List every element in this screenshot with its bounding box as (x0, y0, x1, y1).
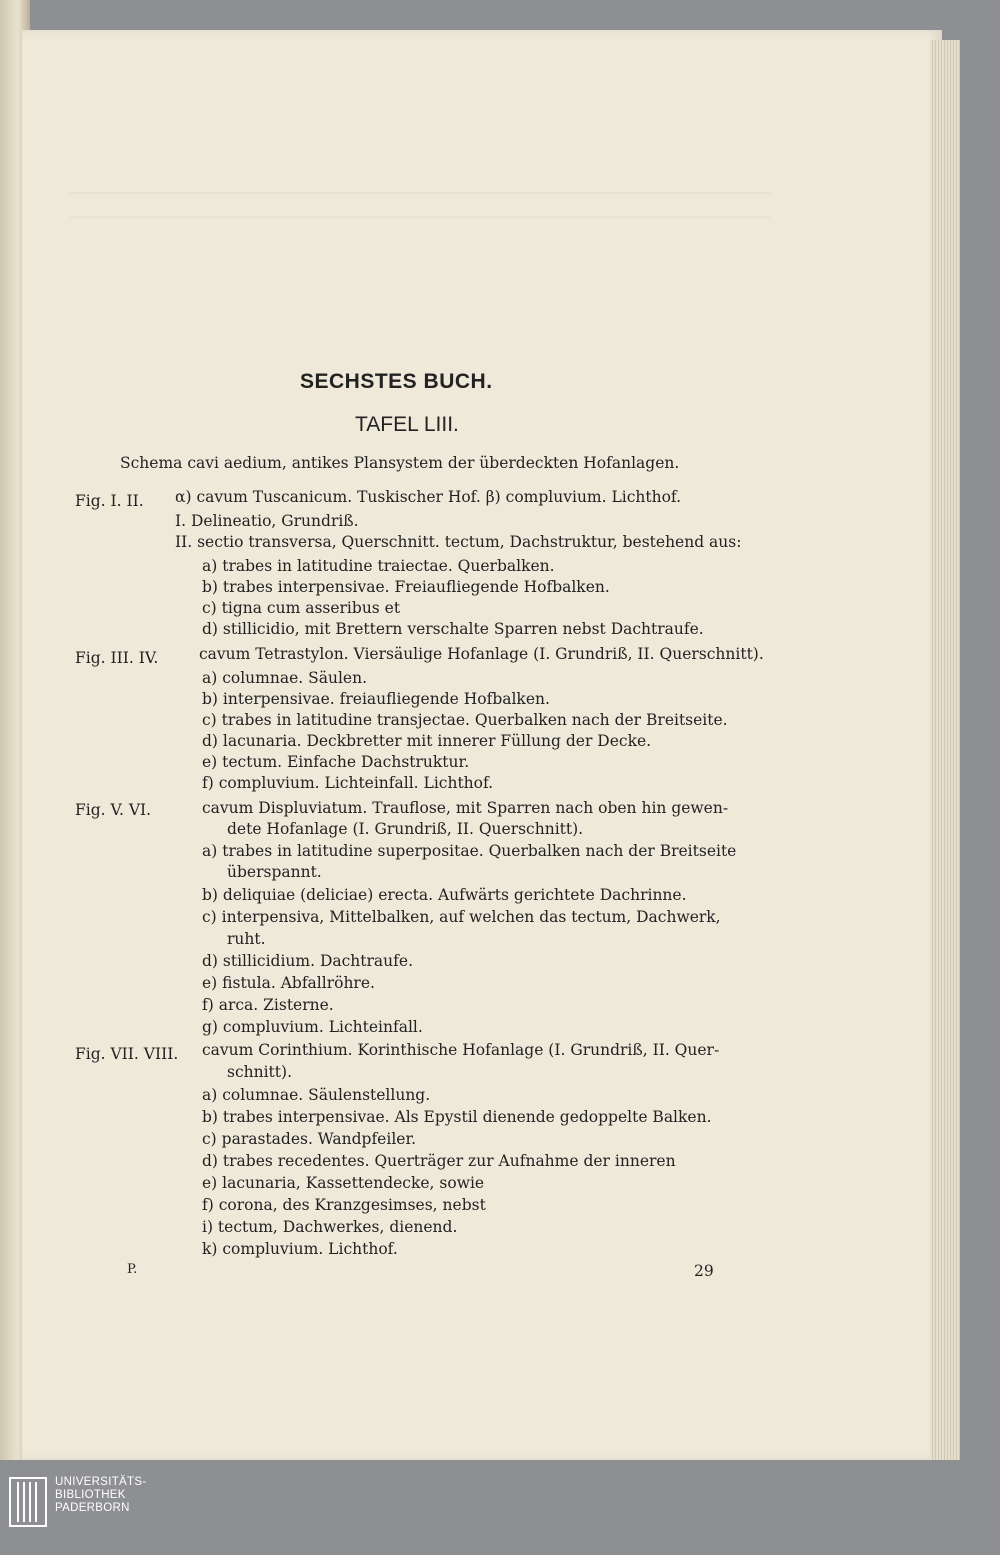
page-number: 29 (694, 1262, 714, 1280)
text-line: k) compluvium. Lichthof. (202, 1240, 398, 1258)
text-line: d) stillicidio, mit Brettern verschalte Sparren nebst Dachtraufe. (202, 620, 704, 638)
text-line: I. Delineatio, Grundriß. (175, 512, 359, 530)
text-line: d) stillicidium. Dachtraufe. (202, 952, 413, 970)
scan-footer (0, 1460, 1000, 1555)
book-heading: SECHSTES BUCH. (300, 370, 493, 393)
text-line: f) corona, des Kranzgesimses, nebst (202, 1196, 486, 1214)
text-line: e) lacunaria, Kassettendecke, sowie (202, 1174, 485, 1192)
library-logo-icon (8, 1476, 48, 1528)
figure-label: Fig. III. IV. (75, 649, 159, 667)
text-line: b) deliquiae (deliciae) erecta. Aufwärts gerichtete Dachrinne. (202, 886, 687, 904)
library-name-line: PADERBORN (55, 1502, 130, 1514)
text-line: cavum Corinthium. Korinthische Hofanlage (I. Grundriß, II. Quer- (202, 1041, 720, 1059)
text-line: cavum Displuviatum. Trauflose, mit Sparren nach oben hin gewen- (202, 799, 729, 817)
text-line: b) interpensivae. freiaufliegende Hofbalken. (202, 690, 550, 708)
text-line: g) compluvium. Lichteinfall. (202, 1018, 423, 1036)
text-line: a) columnae. Säulen. (202, 669, 367, 687)
text-line: e) fistula. Abfallröhre. (202, 974, 375, 992)
library-name-line: BIBLIOTHEK (55, 1489, 126, 1501)
figure-label: Fig. V. VI. (75, 801, 152, 819)
page-stack-edge (930, 40, 960, 1460)
text-line: c) parastades. Wandpfeiler. (202, 1130, 417, 1148)
figure-label: Fig. VII. VIII. (75, 1045, 179, 1063)
text-line: c) trabes in latitudine transjectae. Querbalken nach der Breitseite. (202, 711, 728, 729)
text-line: überspannt. (227, 863, 322, 881)
text-line: b) trabes interpensivae. Freiaufliegende Hofbalken. (202, 578, 610, 596)
text-line: f) compluvium. Lichteinfall. Lichthof. (202, 774, 494, 792)
text-line: c) interpensiva, Mittelbalken, auf welchen das tectum, Dachwerk, (202, 908, 721, 926)
plate-subtitle: Schema cavi aedium, antikes Plansystem der überdeckten Hofanlagen. (120, 454, 680, 472)
text-line: b) trabes interpensivae. Als Epystil dienende gedoppelte Balken. (202, 1108, 712, 1126)
text-line: a) trabes in latitudine traiectae. Querbalken. (202, 557, 555, 575)
text-line: II. sectio transversa, Querschnitt. tectum, Dachstruktur, bestehend aus: (175, 533, 742, 551)
text-line: e) tectum. Einfache Dachstruktur. (202, 753, 470, 771)
text-line: schnitt). (227, 1063, 292, 1081)
text-line: cavum Tetrastylon. Viersäulige Hofanlage (I. Grundriß, II. Querschnitt). (199, 645, 764, 663)
printer-signature: P. (127, 1262, 138, 1277)
text-line: i) tectum, Dachwerkes, dienend. (202, 1218, 458, 1236)
plate-title: TAFEL LIII. (355, 413, 459, 436)
text-line: d) lacunaria. Deckbretter mit innerer Füllung der Decke. (202, 732, 652, 750)
library-name-line: UNIVERSITÄTS- (55, 1476, 147, 1488)
show-through-text (70, 160, 770, 240)
library-name (55, 1476, 146, 1515)
text-line: d) trabes recedentes. Querträger zur Aufnahme der inneren (202, 1152, 676, 1170)
text-line: f) arca. Zisterne. (202, 996, 334, 1014)
figure-label: Fig. I. II. (75, 492, 144, 510)
text-line: a) trabes in latitudine superpositae. Querbalken nach der Breitseite (202, 842, 737, 860)
text-line: a) columnae. Säulenstellung. (202, 1086, 431, 1104)
text-line: c) tigna cum asseribus et (202, 599, 401, 617)
text-line: α) cavum Tuscanicum. Tuskischer Hof. β) compluvium. Lichthof. (175, 488, 682, 506)
text-line: dete Hofanlage (I. Grundriß, II. Querschnitt). (227, 820, 584, 838)
text-line: ruht. (227, 930, 266, 948)
